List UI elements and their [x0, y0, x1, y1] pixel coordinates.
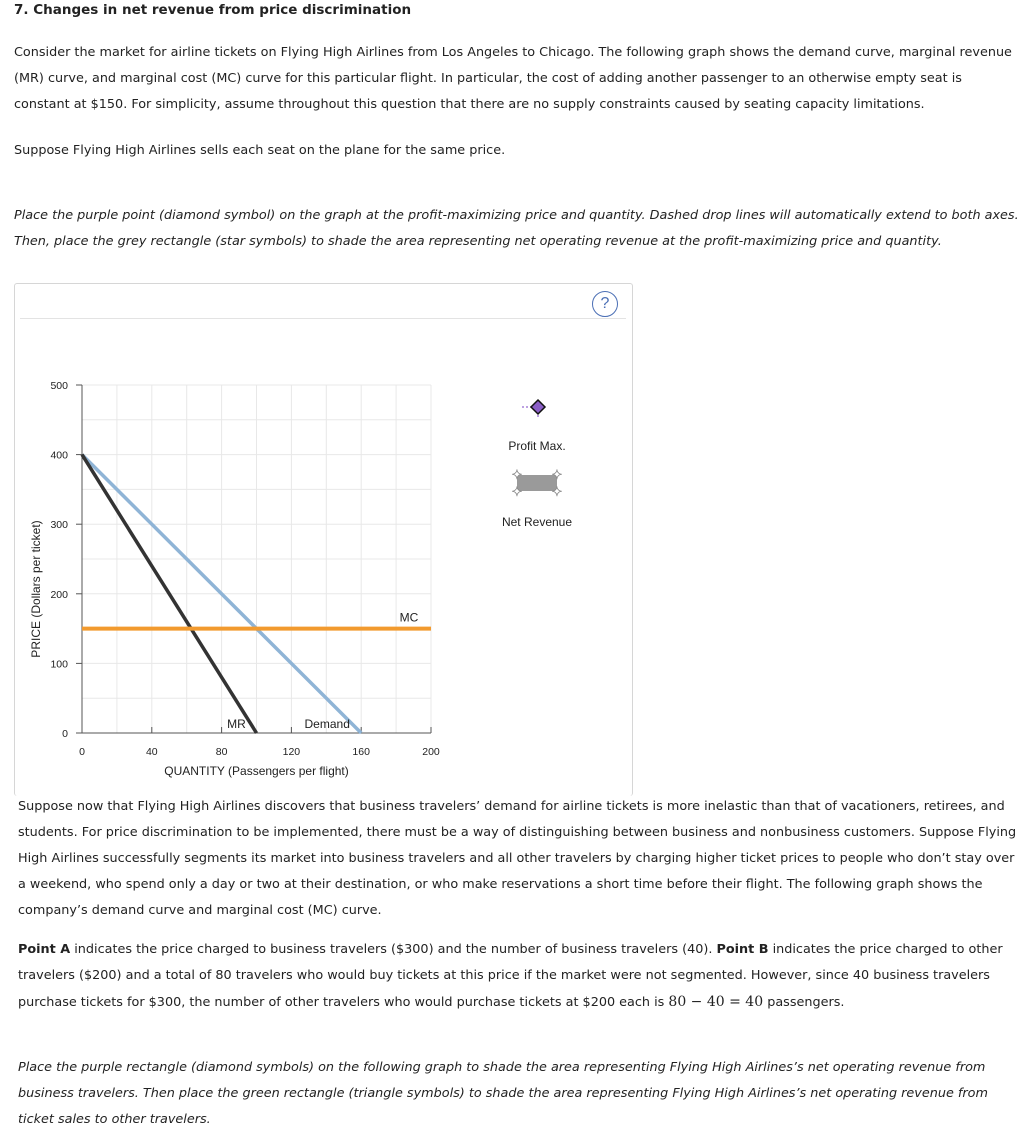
- y-tick-label: 300: [50, 519, 68, 532]
- star-icon: ✦: [511, 484, 523, 499]
- same-price-paragraph: Suppose Flying High Airlines sells each seat on the plane for the same price.: [14, 143, 506, 158]
- instruction-1: Place the purple point (diamond symbol) on the graph at the profit-maximizing price and quantity. Dashed drop lines will automatically extend to both axes. Then, place the grey rectangle (star symbols) to shade the area representing net operating revenue at the profit-maximizing price and quantity.: [14, 208, 1019, 249]
- series-label-mc: MC: [399, 610, 419, 625]
- x-tick-label: 0: [79, 746, 85, 758]
- star-icon: ✦: [511, 467, 523, 482]
- point-b-label: Point B: [716, 942, 769, 957]
- y-tick-label: 500: [50, 380, 68, 392]
- point-b-text: indicates the price charged to other travelers ($200) and a total of 80 travelers who would buy tickets at this price if the market were not segmented. However, since 40 business travelers purchase tickets for $300, the number of other travelers who would purchase tickets at $200 each is: [18, 942, 1003, 1010]
- question-title: 7. Changes in net revenue from price discrimination: [14, 2, 412, 18]
- x-tick-label: 80: [215, 746, 228, 758]
- series-label-mr: MR: [227, 717, 246, 731]
- y-tick-label: 100: [50, 658, 68, 671]
- y-tick-label: 200: [50, 588, 68, 601]
- segment-paragraph: Suppose now that Flying High Airlines discovers that business travelers’ demand for airline tickets is more inelastic than that of vacationers, retirees, and students. For price discrimination to be implemented, there must be a way of distinguishing between business and nonbusiness customers. Suppose Flying High Airlines successfully segments its market into business travelers and all other travelers by charging higher ticket prices to people who don’t stay over a weekend, who spend only a day or two at their destination, or who make reservations a short time before their flight. The following graph shows the company’s demand curve and marginal cost (MC) curve.: [18, 799, 1017, 918]
- x-axis-title: QUANTITY (Passengers per flight): [164, 764, 349, 778]
- equation: 80 − 40 = 40: [668, 994, 764, 1010]
- y-tick-label: 0: [62, 728, 68, 740]
- grid: [82, 385, 431, 733]
- y-tick-label: 400: [50, 449, 68, 462]
- x-tick-label: 200: [422, 746, 440, 758]
- x-tick-label: 120: [282, 746, 301, 758]
- point-a-label: Point A: [18, 942, 71, 957]
- graph-svg: [0, 0, 640, 790]
- star-icon: ✦: [551, 467, 563, 482]
- chart-labels: [29, 380, 440, 778]
- help-button[interactable]: ?: [592, 291, 618, 317]
- x-tick-label: 160: [352, 746, 370, 758]
- diamond-icon[interactable]: [531, 400, 545, 414]
- net-revenue-label: Net Revenue: [501, 515, 573, 529]
- star-icon: ✦: [551, 484, 563, 499]
- net-revenue-tool[interactable]: [512, 467, 563, 499]
- points-tail: passengers.: [763, 995, 845, 1010]
- series-label-demand: Demand: [304, 717, 350, 731]
- points-paragraph: [18, 937, 1018, 1016]
- instruction-2: Place the purple rectangle (diamond symbols) on the following graph to shade the area representing Flying High Airlines’s net operating revenue from business travelers. Then place the green rectangle (triangle symbols) to shade the area representing Flying High Airlines’s net operating revenue from ticket sales to other travelers.: [18, 1060, 988, 1127]
- profit-max-tool[interactable]: [522, 400, 545, 419]
- profit-max-label: Profit Max.: [508, 439, 566, 453]
- y-axis-title: PRICE (Dollars per ticket): [29, 520, 43, 658]
- x-tick-label: 40: [145, 746, 158, 758]
- point-a-text: indicates the price charged to business travelers ($300) and the number of business travelers (40).: [70, 942, 717, 957]
- intro-paragraph: Consider the market for airline tickets on Flying High Airlines from Los Angeles to Chicago. The following graph shows the demand curve, marginal revenue (MR) curve, and marginal cost (MC) curve for this particular flight. In particular, the cost of adding another passenger to an otherwise empty seat is constant at $150. For simplicity, assume throughout this question that there are no supply constraints caused by seating capacity limitations.: [14, 45, 1012, 112]
